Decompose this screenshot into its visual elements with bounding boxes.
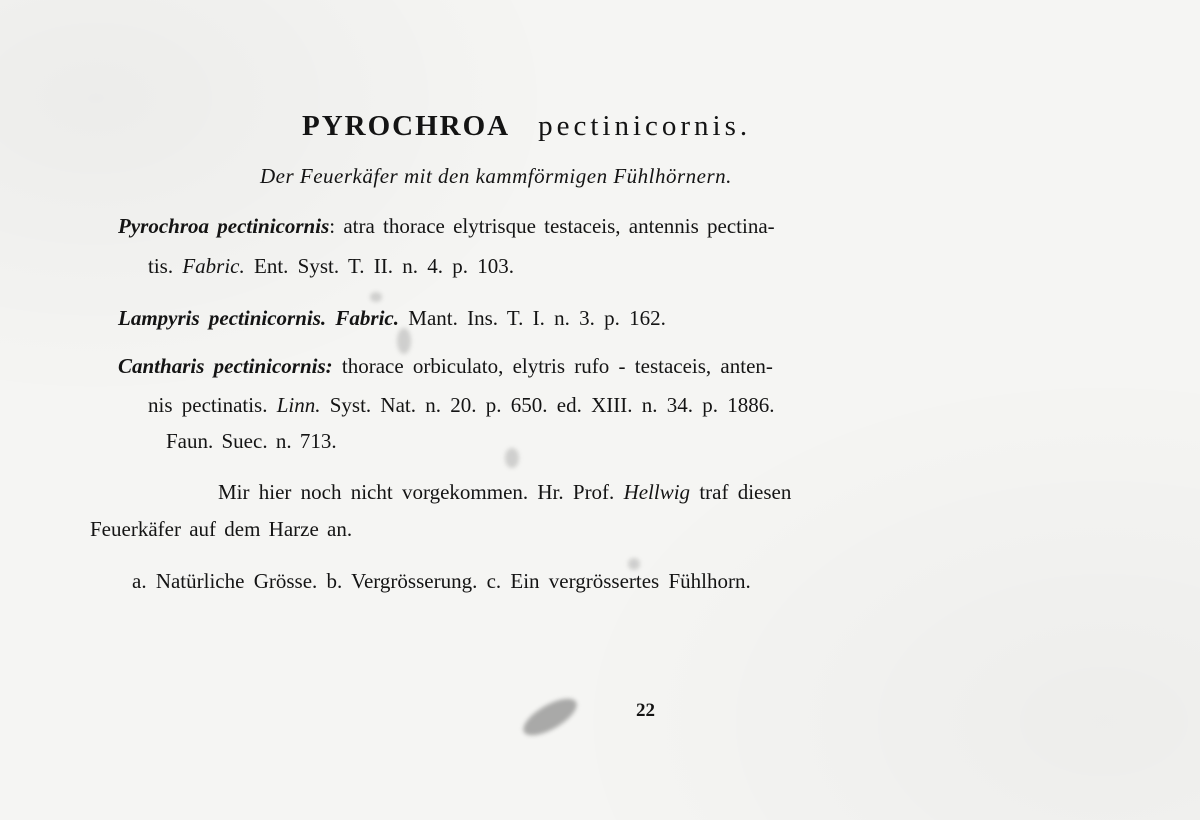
page-number: 22 (636, 700, 655, 721)
note-text-start: Mir hier noch nicht vorgekommen. Hr. Prof. (218, 480, 615, 504)
note-person-name: Hellwig (623, 480, 691, 504)
title-genus: PYROCHROA (302, 110, 511, 142)
entry-2-reference: Mant. Ins. T. I. n. 3. p. 162. (408, 306, 666, 330)
entry-2-line-1 (118, 308, 666, 329)
note-text-end: traf diesen (699, 480, 792, 504)
entry-3-line-1 (118, 356, 773, 377)
entry-1-reference: Ent. Syst. T. II. n. 4. p. 103. (254, 254, 514, 278)
entry-2-name: Lampyris pectinicornis. (118, 306, 327, 330)
entry-1-line-2 (148, 256, 514, 277)
figure-legend: a. Natürliche Grösse. b. Vergrösserung. c. Ein vergrössertes Fühlhorn. (132, 569, 751, 593)
title-species: pectinicornis. (538, 110, 752, 142)
note-line-2: Feuerkäfer auf dem Harze an. (90, 517, 353, 541)
entry-3-line2-start: nis pectinatis. (148, 393, 268, 417)
entry-1-line-1 (118, 216, 775, 237)
page-subtitle: Der Feuerkäfer mit den kammförmigen Fühlhörnern. (260, 164, 732, 188)
ink-smudge (505, 448, 519, 468)
entry-1-reference-author: Fabric. (182, 254, 245, 278)
ink-smudge (370, 292, 382, 302)
entry-1-description: : atra thorace elytrisque testaceis, antennis pectina- (329, 214, 775, 238)
page-title (302, 112, 751, 141)
ink-smudge (397, 328, 411, 354)
note-line-1 (218, 482, 791, 503)
ink-smudge (518, 692, 582, 743)
entry-1-line2-start: tis. (148, 254, 174, 278)
entry-3-name: Cantharis pectinicornis: (118, 354, 333, 378)
entry-3-line-2 (148, 395, 774, 416)
entry-3-reference: Syst. Nat. n. 20. p. 650. ed. XIII. n. 34. p. 1886. (329, 393, 775, 417)
entry-3-line-3: Faun. Suec. n. 713. (166, 429, 337, 453)
entry-3-reference-author: Linn. (276, 393, 321, 417)
entry-3-description: thorace orbiculato, elytris rufo - testaceis, anten- (341, 354, 773, 378)
entry-2-reference-author: Fabric. (335, 306, 400, 330)
entry-1-name: Pyrochroa pectinicornis (118, 214, 330, 238)
